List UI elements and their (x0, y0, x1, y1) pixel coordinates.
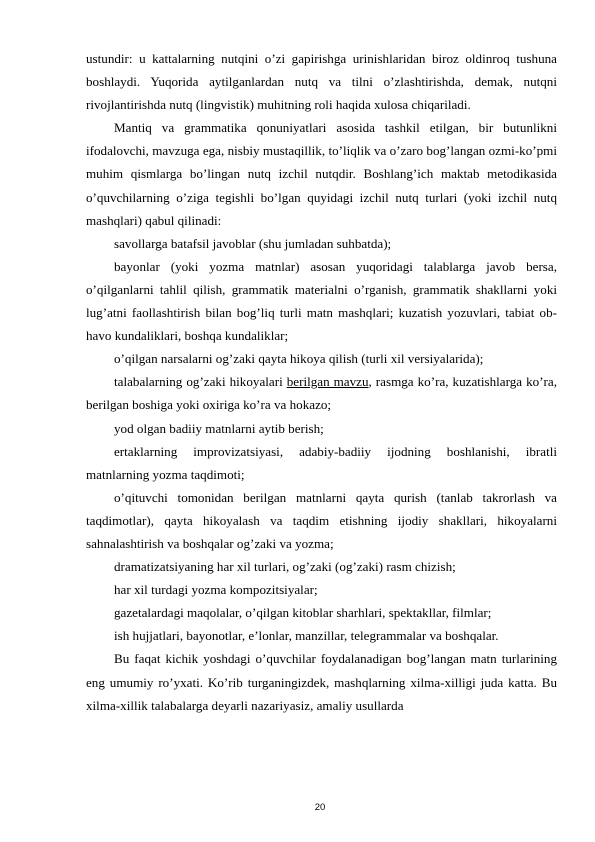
oral-stories-text-after: , rasmga ko’ra, kuzatishlarga ko’ra, berilgan boshiga yoki oxiriga ko’ra va hokazo; (86, 374, 558, 413)
list-item-text-restructuring: o’qituvchi tomonidan berilgan matnlarni qayta qurish (tanlab takrorlash va taqdimotlar), qayta hikoyalash va taqdim etishning ijodiy shakllari, hikoyalarni sahnalashtirish va boshqalar og’zaki va yozma; (86, 489, 557, 551)
list-item-written-compositions: har xil turdagi yozma kompozitsiyalar; (114, 582, 318, 598)
paragraph-coherent-speech-definition: Mantiq va grammatika qonuniyatlari asosida tashkil etilgan, bir butunlikni ifodalovchi, mavzuga ega, nisbiy mustaqillik, to’liqlik va o’zaro bog’langan ozmi-ko’pmi muhim qismlarga bo’lingan nutq izchil nutqdir. Boshlang’ich maktab metodikasida o’quvchilarning o’ziga tegishli bo’lgan quyidagi izchil nutq turlari (yoki izchil nutq mashqlari) qabul qilinadi: (86, 120, 557, 228)
list-item-oral-retelling: o’qilgan narsalarni og’zaki qayta hikoya qilish (turli xil versiyalarida); (114, 351, 484, 367)
page-number: 20 (314, 802, 326, 813)
list-item-memorized-texts: yod olgan badiiy matnlarni aytib berish; (114, 420, 324, 436)
body-text (86, 47, 557, 717)
oral-stories-text-before: talabalarning og’zaki hikoyalari (114, 374, 287, 390)
list-item-expositions: bayonlar (yoki yozma matnlar) asosan yuqoridagi talablarga javob bersa, o’qilganlarni tahlil qilish, grammatik materialni o’rganish, grammatik shakllarni yoki lug’atni faollashtirish bilan bog’liq turli matn mashqlari; kuzatish yozuvlari, tabiat ob-havo kundaliklari, boshqa kundaliklar; (86, 258, 557, 344)
list-item-fairy-tale-improvisation: ertaklarning improvizatsiyasi, adabiy-badiiy ijodning boshlanishi, ibratli matnlarning yozma taqdimoti; (86, 443, 557, 482)
underlined-topic-link: berilgan mavzu (286, 374, 369, 390)
list-item-newspaper-articles: gazetalardagi maqolalar, o’qilgan kitoblar sharhlari, spektakllar, filmlar; (114, 605, 492, 621)
paragraph-summary: Bu faqat kichik yoshdagi o’quvchilar foydalanadigan bog’langan matn turlarining eng umumiy ro’yxati. Ko’rib turganingizdek, mashqlarning xilma-xilligi juda katta. Bu xilma-xillik talabalarga deyarli nazariyasiz, amaliy usullarda (86, 651, 557, 713)
list-item-dramatization: dramatizatsiyaning har xil turlari, og’zaki (og’zaki) rasm chizish; (114, 559, 456, 575)
list-item-oral-stories (86, 370, 557, 416)
paragraph-continuation: ustundir: u kattalarning nutqini o’zi gapirishga urinishlaridan biroz oldinroq tushuna boshlaydi. Yuqorida aytilganlardan nutq va tilni o’zlashtirishda, demak, nutqni rivojlantirishda nutq (lingvistik) muhitning roli haqida xulosa chiqariladi. (86, 51, 557, 113)
list-item-business-documents: ish hujjatlari, bayonotlar, e’lonlar, manzillar, telegrammalar va boshqalar. (114, 628, 499, 644)
list-item-detailed-answers: savollarga batafsil javoblar (shu jumladan suhbatda); (114, 235, 392, 251)
